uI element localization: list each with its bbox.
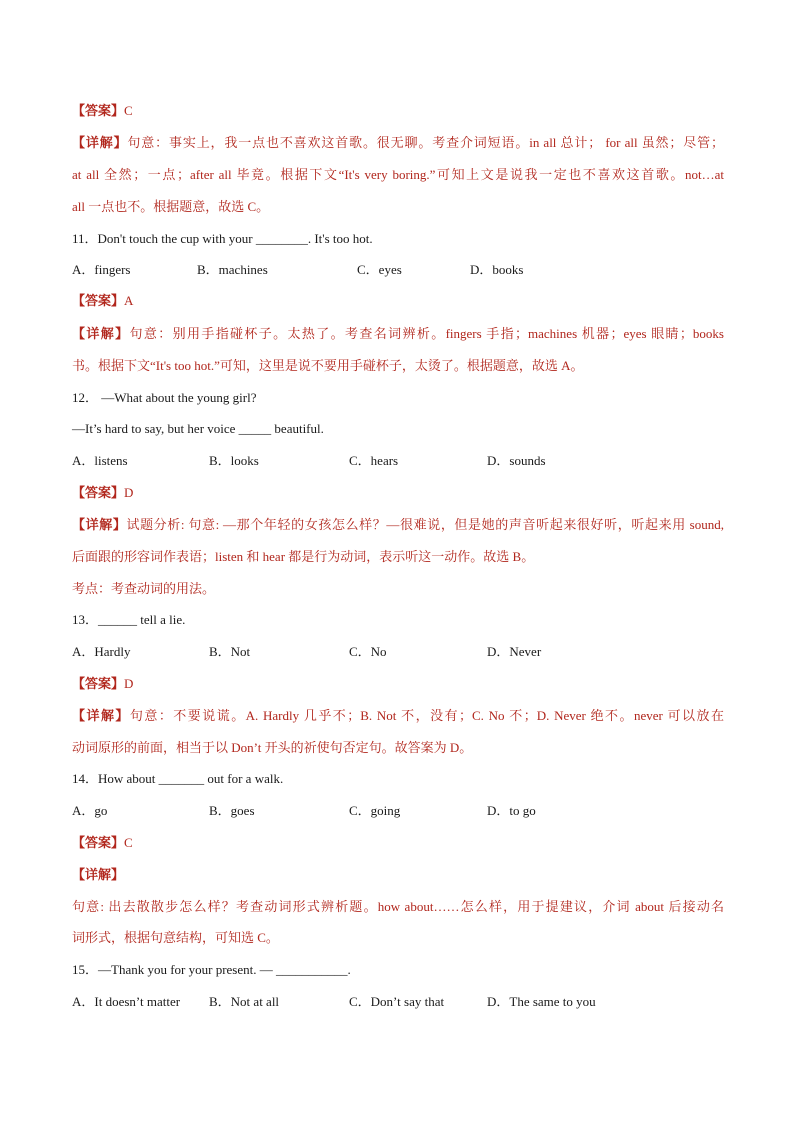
answer-letter: C — [124, 835, 133, 850]
q11-answer — [72, 292, 724, 310]
q14-stem: 14．How about _______ out for a walk. — [72, 771, 284, 786]
q14-detail-line-1: 句意: 出去散散步怎么样？考查动词形式辨析题。how about……怎么样，用于提建议，介词 about 后接动名 — [72, 899, 724, 914]
detail-tag: 【详解】 — [72, 867, 125, 882]
q12-detail-line-1: 【详解】试题分析: 句意: —那个年轻的女孩怎么样？—很难说，但是她的声音听起来很好听，听起来用 sound, — [72, 517, 724, 532]
q13-detail-line-2: 动词原形的前面，相当于以 Don’t 开头的祈使句否定句。故答案为 D。 — [72, 740, 473, 755]
q14-answer — [72, 834, 724, 852]
q12-option-d: D．sounds — [487, 453, 546, 468]
answer-letter: A — [124, 293, 134, 308]
q11-option-b: B．machines — [197, 262, 268, 277]
answer-tag: 【答案】 — [72, 835, 125, 850]
q14-detail-heading — [72, 866, 724, 884]
q12-option-c: C．hears — [349, 453, 399, 468]
q12-answer — [72, 484, 724, 502]
q14-detail-line-2: 词形式，根据句意结构，可知选 C。 — [72, 930, 279, 945]
answer-tag: 【答案】 — [72, 676, 125, 691]
q12-option-a: A．listens — [72, 453, 128, 468]
q11-stem: 11．Don't touch the cup with your ________. It's too hot. — [72, 231, 373, 246]
q12-note: 考点：考查动词的用法。 — [72, 581, 216, 596]
answer-tag: 【答案】 — [72, 293, 125, 308]
detail-tag: 【详解】 — [72, 708, 130, 723]
q15-option-d: D．The same to you — [487, 994, 596, 1009]
q15-option-a: A．It doesn’t matter — [72, 994, 181, 1009]
q14-option-c: C．going — [349, 803, 401, 818]
q12-option-b: B．looks — [209, 453, 259, 468]
q14-option-a: A．go — [72, 803, 108, 818]
detail-tag: 【详解】 — [72, 135, 128, 150]
answer-letter: C — [124, 103, 133, 118]
detail-tag: 【详解】 — [72, 326, 130, 341]
answer-tag: 【答案】 — [72, 103, 125, 118]
q12-stem-line-2: —It’s hard to say, but her voice _____ beautiful. — [72, 421, 324, 436]
q10-answer — [72, 102, 724, 120]
q10-detail-line-3: all 一点也不。根据题意，故选 C。 — [72, 199, 270, 214]
q11-detail-line-1: 【详解】句意：别用手指碰杯子。太热了。考查名词辨析。fingers 手指；machines 机器；eyes 眼睛；books — [72, 326, 724, 341]
q10-detail-line-2: at all 全然；一点；after all 毕竟。根据下文“It's very boring.”可知上文是说我一定也不喜欢这首歌。not…at — [72, 167, 724, 182]
answer-tag: 【答案】 — [72, 485, 125, 500]
q11-option-c: C．eyes — [357, 262, 402, 277]
q13-answer — [72, 675, 724, 693]
q15-option-c: C．Don’t say that — [349, 994, 445, 1009]
q14-option-b: B．goes — [209, 803, 255, 818]
q11-detail-line-2: 书。根据下文“It's too hot.”可知，这里是说不要用手碰杯子，太烫了。根据题意，故选 A。 — [72, 358, 584, 373]
q13-option-c: C．No — [349, 644, 387, 659]
q13-option-d: D．Never — [487, 644, 542, 659]
q15-stem: 15．—Thank you for your present. — ___________. — [72, 962, 351, 977]
q11-option-a: A．fingers — [72, 262, 131, 277]
q13-option-a: A．Hardly — [72, 644, 131, 659]
q12-stem-line-1: 12． —What about the young girl? — [72, 390, 257, 405]
answer-letter: D — [124, 676, 134, 691]
q11-option-d: D．books — [470, 262, 524, 277]
detail-tag: 【详解】 — [72, 517, 127, 532]
q10-detail-line-1: 【详解】句意：事实上，我一点也不喜欢这首歌。很无聊。考查介词短语。in all 总计； for all 虽然；尽管； — [72, 135, 724, 150]
answer-letter: D — [124, 485, 134, 500]
q13-detail-line-1: 【详解】句意：不要说谎。A. Hardly 几乎不；B. Not 不，没有；C. No 不；D. Never 绝不。never 可以放在 — [72, 708, 724, 723]
q13-stem: 13．______ tell a lie. — [72, 612, 186, 627]
q12-detail-line-2: 后面跟的形容词作表语；listen 和 hear 都是行为动词，表示听这一动作。故选 B。 — [72, 549, 535, 564]
q15-option-b: B．Not at all — [209, 994, 280, 1009]
q13-option-b: B．Not — [209, 644, 251, 659]
q14-option-d: D．to go — [487, 803, 536, 818]
